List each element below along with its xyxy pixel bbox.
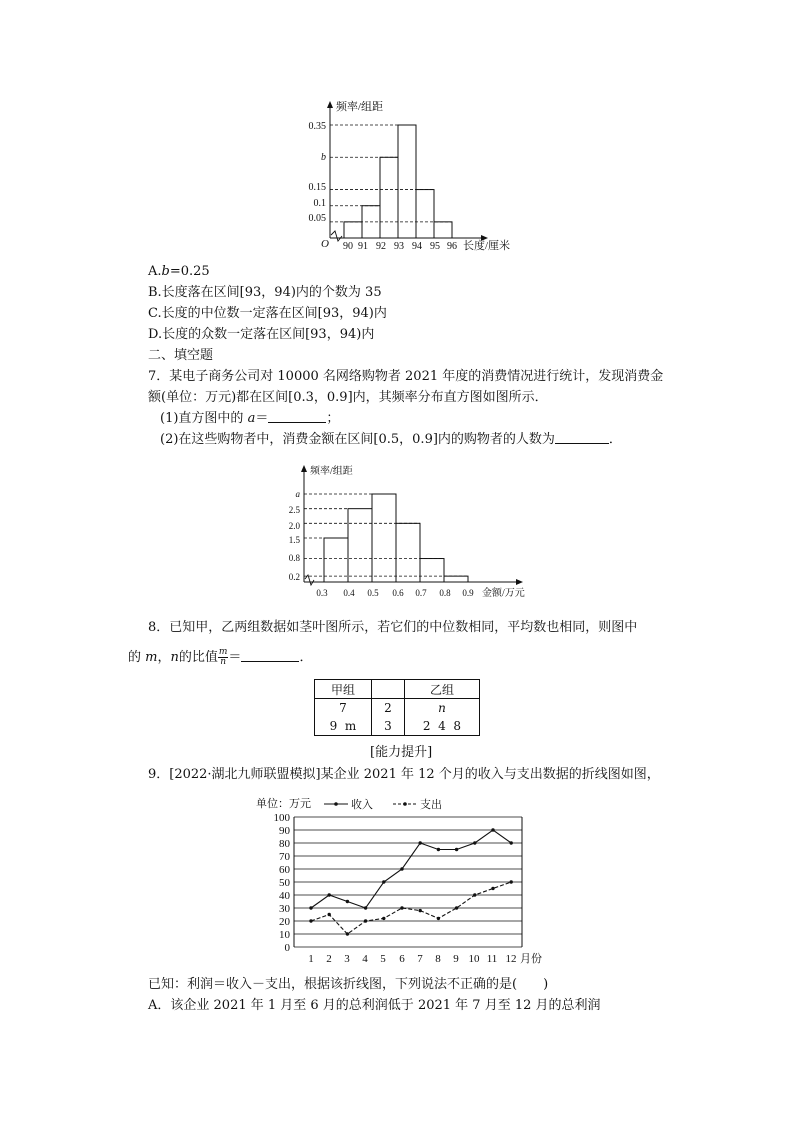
income-point	[510, 841, 513, 844]
hist2-bar	[324, 538, 348, 582]
length-histogram	[290, 96, 530, 256]
hist2-xtick-09: 0.9	[462, 588, 474, 598]
q7-part2: (2)在这些购物者中，消费金额在区间[0.5，0.9]内的购物者的人数为 ．	[160, 432, 622, 447]
hist1-ytick-005: 0.05	[308, 213, 326, 224]
income-point	[364, 906, 367, 909]
hist2-bar	[372, 494, 396, 582]
stem-head-stem	[372, 680, 405, 699]
expense-point	[400, 906, 403, 909]
expense-point	[419, 909, 422, 912]
income-point	[346, 900, 349, 903]
section-ability: [能力提升]	[370, 745, 433, 760]
q8-answer-blank[interactable]	[241, 648, 299, 662]
income-point	[419, 841, 422, 844]
income-point	[455, 848, 458, 851]
expense-point	[346, 932, 349, 935]
income-point	[437, 848, 440, 851]
q9-line2: 已知：利润＝收入－支出，根据该折线图，下列说法不正确的是( )	[148, 977, 549, 992]
expense-point	[364, 919, 367, 922]
hist1-ytick-035: 0.35	[308, 121, 326, 132]
hist2-xtick-03: 0.3	[316, 588, 328, 598]
hist1-ytick-01: 0.1	[313, 198, 326, 209]
income-expense-chart	[252, 790, 582, 966]
hist1-xtick-96: 96	[447, 241, 457, 252]
ytick-10: 10	[279, 929, 290, 941]
hist2-bar	[420, 559, 444, 582]
legend-expense: 支出	[420, 799, 442, 811]
hist2-ytick-02: 0.2	[288, 572, 300, 582]
q6-option-a: A.b=0.25	[148, 264, 210, 279]
xtick-9: 9	[453, 953, 459, 965]
hist2-ytick-25: 2.5	[288, 505, 300, 515]
section-fill-in: 二、填空题	[148, 348, 214, 363]
expense-point	[473, 893, 476, 896]
xtick-5: 5	[380, 953, 386, 965]
stem-leaf-table	[314, 679, 480, 736]
x-axis-label-month: 月份	[520, 953, 542, 965]
q6-option-d: D.长度的众数一定落在区间[93，94)内	[148, 327, 375, 342]
income-point	[382, 880, 385, 883]
hist2-bar	[348, 509, 372, 582]
hist1-origin: O	[321, 238, 329, 250]
xtick-1: 1	[308, 953, 314, 965]
hist2-ytick-15: 1.5	[288, 535, 300, 545]
ytick-90: 90	[279, 825, 290, 837]
hist2-ytick-20: 2.0	[288, 521, 300, 531]
stem-leaf-yi-row1: n	[405, 699, 480, 718]
hist2-xlabel: 金额/万元	[482, 588, 525, 599]
ytick-100: 100	[273, 812, 290, 824]
hist2-xtick-06: 0.6	[392, 588, 404, 598]
hist2-xtick-07: 0.7	[415, 588, 427, 598]
legend-income: 收入	[351, 799, 373, 811]
q7-answer-blank-a[interactable]	[268, 409, 326, 423]
hist1-bar	[344, 222, 362, 238]
hist2-ylabel: 频率/组距	[310, 466, 353, 477]
q6-option-c: C.长度的中位数一定落在区间[93，94)内	[148, 306, 387, 321]
stem-row2: 3	[372, 717, 405, 736]
stem-head-jia: 甲组	[315, 680, 372, 699]
income-point	[328, 893, 331, 896]
xtick-4: 4	[362, 953, 368, 965]
xtick-7: 7	[417, 953, 423, 965]
ytick-40: 40	[279, 890, 290, 902]
xtick-8: 8	[435, 953, 441, 965]
expense-point	[510, 880, 513, 883]
hist2-ytick-08: 0.8	[288, 553, 300, 563]
xtick-12: 12	[505, 953, 517, 965]
hist2-bar	[396, 523, 420, 582]
ytick-0: 0	[284, 942, 290, 954]
xtick-2: 2	[326, 953, 332, 965]
hist1-xtick-91: 91	[358, 241, 368, 252]
ytick-80: 80	[279, 838, 290, 850]
ytick-50: 50	[279, 877, 290, 889]
xtick-11: 11	[486, 953, 498, 965]
hist1-bar	[398, 125, 416, 238]
income-point	[491, 828, 494, 831]
hist2-xtick-04: 0.4	[343, 588, 355, 598]
q8-line1: 8．已知甲，乙两组数据如茎叶图所示，若它们的中位数相同，平均数也相同，则图中	[148, 620, 638, 635]
q7-line2: 额(单位：万元)都在区间[0.3，0.9]内，其频率分布直方图如图所示．	[148, 390, 548, 405]
xtick-3: 3	[344, 953, 350, 965]
hist1-bar	[380, 157, 398, 238]
q7-answer-blank-count[interactable]	[555, 430, 609, 444]
hist2-ytick-a: a	[295, 489, 300, 499]
stem-leaf-jia-row1: 7	[315, 699, 372, 718]
q7-line1: 7．某电子商务公司对 10000 名网络购物者 2021 年度的消费情况进行统计，发现消费金	[148, 369, 664, 384]
hist2-xtick-08: 0.8	[439, 588, 451, 598]
q9-line1: 9．[2022·湖北九师联盟模拟]某企业 2021 年 12 个月的收入与支出数据的折线图如图，	[148, 767, 660, 782]
hist1-ylabel: 频率/组距	[336, 101, 384, 113]
expense-point	[455, 906, 458, 909]
expense-point	[437, 917, 440, 920]
stem-leaf-jia-row2: 9 m	[315, 717, 372, 736]
income-point	[400, 867, 403, 870]
q8-line2: 的 m，n的比值 $\frac{m}{n}$ ＝ ．	[128, 647, 313, 667]
hist2-xtick-05: 0.5	[367, 588, 379, 598]
xtick-10: 10	[468, 953, 480, 965]
ytick-30: 30	[279, 903, 290, 915]
expense-point	[491, 887, 494, 890]
q9-option-a: A．该企业 2021 年 1 月至 6 月的总利润低于 2021 年 7 月至 12 月的总利润	[148, 998, 601, 1013]
stem-head-yi: 乙组	[405, 680, 480, 699]
hist1-ytick-015: 0.15	[308, 182, 326, 193]
hist1-ytick-b: b	[321, 152, 326, 163]
income-point	[309, 906, 312, 909]
hist1-xtick-94: 94	[412, 241, 422, 252]
expense-point	[328, 913, 331, 916]
hist2-bar	[444, 576, 468, 582]
stem-row1: 2	[372, 699, 405, 718]
income-point	[473, 841, 476, 844]
hist1-xtick-92: 92	[376, 241, 386, 252]
expense-point	[382, 917, 385, 920]
expense-point	[309, 919, 312, 922]
hist1-bar	[416, 190, 434, 238]
spending-histogram	[280, 462, 540, 604]
ytick-20: 20	[279, 916, 290, 928]
q7-part1: (1)直方图中的 a＝ ；	[160, 411, 340, 426]
ytick-70: 70	[279, 851, 290, 863]
chart-unit-label: 单位：万元	[256, 798, 311, 810]
stem-leaf-yi-row2: 2 4 8	[405, 717, 480, 736]
hist1-xtick-95: 95	[430, 241, 440, 252]
hist1-xtick-90: 90	[343, 241, 353, 252]
hist1-xlabel: 长度/厘米	[463, 240, 511, 252]
m-over-n-fraction: $\frac{m}{n}$	[218, 647, 228, 667]
q6-option-b: B.长度落在区间[93，94)内的个数为 35	[148, 285, 382, 300]
hist1-xtick-93: 93	[394, 241, 404, 252]
hist1-bar	[434, 222, 452, 238]
xtick-6: 6	[399, 953, 405, 965]
ytick-60: 60	[279, 864, 290, 876]
